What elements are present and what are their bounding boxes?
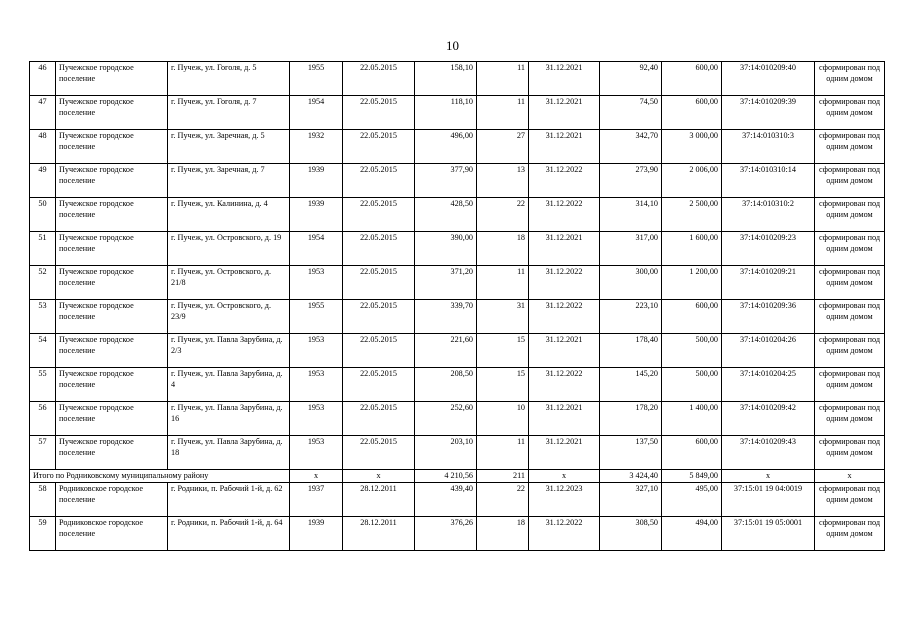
- table-row: [30, 483, 885, 517]
- cell-cost: 494,00: [662, 517, 722, 551]
- cell-area-land: 223,10: [600, 300, 662, 334]
- cell-number: 46: [30, 62, 56, 96]
- cell-date: 22.05.2015: [343, 164, 415, 198]
- cell-status: сформирован под одним домом: [815, 483, 885, 517]
- cell-cost: 500,00: [662, 368, 722, 402]
- cell-cost: 2 006,00: [662, 164, 722, 198]
- cell-date: 28.12.2011: [343, 517, 415, 551]
- cell-status: сформирован под одним домом: [815, 368, 885, 402]
- cell-settlement: Пучежское городское поселение: [56, 164, 168, 198]
- cell-number: 56: [30, 402, 56, 436]
- cell-settlement: Родниковское городское поселение: [56, 517, 168, 551]
- cell-number: 57: [30, 436, 56, 470]
- cell-year: 1955: [290, 300, 343, 334]
- total-cadastral: х: [722, 470, 815, 483]
- cell-cost: 2 500,00: [662, 198, 722, 232]
- cell-settlement: Пучежское городское поселение: [56, 96, 168, 130]
- cell-date: 22.05.2015: [343, 436, 415, 470]
- cell-area-land: 74,50: [600, 96, 662, 130]
- cell-cadastral: 37:14:010310:3: [722, 130, 815, 164]
- cell-year: 1953: [290, 436, 343, 470]
- cell-year: 1939: [290, 164, 343, 198]
- cell-deadline: 31.12.2021: [529, 96, 600, 130]
- cell-deadline: 31.12.2022: [529, 517, 600, 551]
- cell-area-total: 203,10: [415, 436, 477, 470]
- cell-cadastral: 37:14:010209:40: [722, 62, 815, 96]
- table-row: [30, 266, 885, 300]
- cell-residents: 11: [477, 436, 529, 470]
- cell-settlement: Пучежское городское поселение: [56, 402, 168, 436]
- cell-number: 53: [30, 300, 56, 334]
- cell-settlement: Пучежское городское поселение: [56, 62, 168, 96]
- cell-status: сформирован под одним домом: [815, 334, 885, 368]
- cell-residents: 27: [477, 130, 529, 164]
- total-row: [30, 470, 885, 483]
- table-row: [30, 96, 885, 130]
- cell-status: сформирован под одним домом: [815, 402, 885, 436]
- cell-date: 28.12.2011: [343, 483, 415, 517]
- cell-area-land: 308,50: [600, 517, 662, 551]
- cell-number: 55: [30, 368, 56, 402]
- cell-address: г. Пучеж, ул. Островского, д. 23/9: [168, 300, 290, 334]
- cell-year: 1954: [290, 232, 343, 266]
- cell-date: 22.05.2015: [343, 232, 415, 266]
- cell-year: 1932: [290, 130, 343, 164]
- cell-status: сформирован под одним домом: [815, 266, 885, 300]
- table-row: [30, 436, 885, 470]
- total-year: х: [290, 470, 343, 483]
- cell-number: 49: [30, 164, 56, 198]
- housing-registry-table: [29, 61, 885, 551]
- cell-status: сформирован под одним домом: [815, 62, 885, 96]
- table-row: [30, 232, 885, 266]
- cell-cost: 500,00: [662, 334, 722, 368]
- cell-year: 1939: [290, 198, 343, 232]
- cell-residents: 22: [477, 198, 529, 232]
- cell-year: 1955: [290, 62, 343, 96]
- cell-residents: 13: [477, 164, 529, 198]
- cell-date: 22.05.2015: [343, 198, 415, 232]
- cell-date: 22.05.2015: [343, 130, 415, 164]
- cell-cost: 600,00: [662, 300, 722, 334]
- table-row: [30, 164, 885, 198]
- total-label: Итого по Родниковскому муниципальному району: [30, 470, 290, 483]
- cell-area-total: 158,10: [415, 62, 477, 96]
- total-area-land: 3 424,40: [600, 470, 662, 483]
- cell-residents: 15: [477, 368, 529, 402]
- cell-number: 48: [30, 130, 56, 164]
- cell-cadastral: 37:14:010209:23: [722, 232, 815, 266]
- cell-settlement: Пучежское городское поселение: [56, 300, 168, 334]
- cell-area-land: 145,20: [600, 368, 662, 402]
- cell-area-land: 92,40: [600, 62, 662, 96]
- table-row: [30, 62, 885, 96]
- cell-date: 22.05.2015: [343, 300, 415, 334]
- cell-number: 54: [30, 334, 56, 368]
- cell-date: 22.05.2015: [343, 62, 415, 96]
- table-row: [30, 334, 885, 368]
- cell-cadastral: 37:14:010310:14: [722, 164, 815, 198]
- cell-number: 59: [30, 517, 56, 551]
- cell-deadline: 31.12.2021: [529, 130, 600, 164]
- cell-cadastral: 37:15:01 19 04:0019: [722, 483, 815, 517]
- cell-area-land: 178,40: [600, 334, 662, 368]
- cell-cost: 1 400,00: [662, 402, 722, 436]
- cell-year: 1953: [290, 368, 343, 402]
- table-row: [30, 130, 885, 164]
- cell-date: 22.05.2015: [343, 402, 415, 436]
- cell-settlement: Пучежское городское поселение: [56, 130, 168, 164]
- cell-deadline: 31.12.2022: [529, 368, 600, 402]
- cell-date: 22.05.2015: [343, 266, 415, 300]
- cell-settlement: Пучежское городское поселение: [56, 198, 168, 232]
- table-row: [30, 300, 885, 334]
- total-deadline: х: [529, 470, 600, 483]
- cell-address: г. Пучеж, ул. Гоголя, д. 5: [168, 62, 290, 96]
- cell-deadline: 31.12.2021: [529, 334, 600, 368]
- cell-cost: 600,00: [662, 96, 722, 130]
- cell-address: г. Пучеж, ул. Павла Зарубина, д. 16: [168, 402, 290, 436]
- cell-area-total: 376,26: [415, 517, 477, 551]
- cell-residents: 11: [477, 62, 529, 96]
- cell-cost: 1 600,00: [662, 232, 722, 266]
- cell-area-land: 317,00: [600, 232, 662, 266]
- cell-year: 1954: [290, 96, 343, 130]
- cell-cadastral: 37:14:010310:2: [722, 198, 815, 232]
- total-cost: 5 849,00: [662, 470, 722, 483]
- cell-area-land: 300,00: [600, 266, 662, 300]
- cell-area-land: 178,20: [600, 402, 662, 436]
- cell-address: г. Пучеж, ул. Заречная, д. 5: [168, 130, 290, 164]
- cell-area-total: 371,20: [415, 266, 477, 300]
- cell-area-total: 221,60: [415, 334, 477, 368]
- cell-deadline: 31.12.2022: [529, 300, 600, 334]
- cell-settlement: Родниковское городское поселение: [56, 483, 168, 517]
- cell-cadastral: 37:14:010209:36: [722, 300, 815, 334]
- cell-settlement: Пучежское городское поселение: [56, 334, 168, 368]
- cell-year: 1953: [290, 266, 343, 300]
- cell-area-land: 327,10: [600, 483, 662, 517]
- cell-residents: 18: [477, 232, 529, 266]
- cell-address: г. Родники, п. Рабочий 1-й, д. 64: [168, 517, 290, 551]
- cell-cadastral: 37:14:010209:21: [722, 266, 815, 300]
- cell-deadline: 31.12.2021: [529, 402, 600, 436]
- cell-deadline: 31.12.2022: [529, 198, 600, 232]
- cell-number: 51: [30, 232, 56, 266]
- cell-cost: 600,00: [662, 436, 722, 470]
- page-number: 10: [446, 38, 459, 53]
- cell-number: 58: [30, 483, 56, 517]
- cell-address: г. Пучеж, ул. Калинина, д. 4: [168, 198, 290, 232]
- cell-address: г. Пучеж, ул. Островского, д. 19: [168, 232, 290, 266]
- cell-residents: 11: [477, 96, 529, 130]
- cell-settlement: Пучежское городское поселение: [56, 436, 168, 470]
- cell-residents: 18: [477, 517, 529, 551]
- cell-status: сформирован под одним домом: [815, 436, 885, 470]
- cell-address: г. Пучеж, ул. Островского, д. 21/8: [168, 266, 290, 300]
- cell-area-total: 390,00: [415, 232, 477, 266]
- cell-year: 1939: [290, 517, 343, 551]
- cell-address: г. Родники, п. Рабочий 1-й, д. 62: [168, 483, 290, 517]
- cell-date: 22.05.2015: [343, 368, 415, 402]
- cell-deadline: 31.12.2021: [529, 232, 600, 266]
- cell-area-total: 252,60: [415, 402, 477, 436]
- cell-cadastral: 37:14:010204:26: [722, 334, 815, 368]
- cell-residents: 31: [477, 300, 529, 334]
- cell-settlement: Пучежское городское поселение: [56, 232, 168, 266]
- cell-address: г. Пучеж, ул. Павла Зарубина, д. 18: [168, 436, 290, 470]
- table-row: [30, 402, 885, 436]
- total-area-total: 4 210,56: [415, 470, 477, 483]
- cell-year: 1953: [290, 334, 343, 368]
- cell-status: сформирован под одним домом: [815, 130, 885, 164]
- table-row: [30, 368, 885, 402]
- cell-cost: 495,00: [662, 483, 722, 517]
- total-residents: 211: [477, 470, 529, 483]
- cell-area-total: 208,50: [415, 368, 477, 402]
- table-row: [30, 198, 885, 232]
- cell-date: 22.05.2015: [343, 334, 415, 368]
- cell-area-total: 118,10: [415, 96, 477, 130]
- cell-settlement: Пучежское городское поселение: [56, 266, 168, 300]
- cell-year: 1937: [290, 483, 343, 517]
- cell-deadline: 31.12.2021: [529, 62, 600, 96]
- cell-area-land: 314,10: [600, 198, 662, 232]
- table-body: [30, 62, 885, 551]
- cell-status: сформирован под одним домом: [815, 517, 885, 551]
- cell-cadastral: 37:14:010209:42: [722, 402, 815, 436]
- cell-cost: 600,00: [662, 62, 722, 96]
- cell-status: сформирован под одним домом: [815, 164, 885, 198]
- cell-deadline: 31.12.2021: [529, 436, 600, 470]
- total-status: х: [815, 470, 885, 483]
- cell-area-total: 339,70: [415, 300, 477, 334]
- cell-cadastral: 37:15:01 19 05:0001: [722, 517, 815, 551]
- cell-area-total: 496,00: [415, 130, 477, 164]
- cell-deadline: 31.12.2023: [529, 483, 600, 517]
- cell-cadastral: 37:14:010204:25: [722, 368, 815, 402]
- cell-deadline: 31.12.2022: [529, 164, 600, 198]
- cell-cost: 3 000,00: [662, 130, 722, 164]
- cell-status: сформирован под одним домом: [815, 198, 885, 232]
- cell-residents: 10: [477, 402, 529, 436]
- cell-year: 1953: [290, 402, 343, 436]
- cell-area-land: 273,90: [600, 164, 662, 198]
- cell-settlement: Пучежское городское поселение: [56, 368, 168, 402]
- cell-status: сформирован под одним домом: [815, 232, 885, 266]
- cell-address: г. Пучеж, ул. Гоголя, д. 7: [168, 96, 290, 130]
- cell-cadastral: 37:14:010209:39: [722, 96, 815, 130]
- cell-number: 50: [30, 198, 56, 232]
- cell-residents: 22: [477, 483, 529, 517]
- total-date: х: [343, 470, 415, 483]
- cell-area-total: 377,90: [415, 164, 477, 198]
- cell-cadastral: 37:14:010209:43: [722, 436, 815, 470]
- cell-status: сформирован под одним домом: [815, 300, 885, 334]
- cell-area-total: 439,40: [415, 483, 477, 517]
- cell-area-land: 342,70: [600, 130, 662, 164]
- table-row: [30, 517, 885, 551]
- cell-number: 52: [30, 266, 56, 300]
- cell-address: г. Пучеж, ул. Павла Зарубина, д. 4: [168, 368, 290, 402]
- cell-residents: 11: [477, 266, 529, 300]
- cell-date: 22.05.2015: [343, 96, 415, 130]
- cell-deadline: 31.12.2022: [529, 266, 600, 300]
- cell-area-total: 428,50: [415, 198, 477, 232]
- cell-number: 47: [30, 96, 56, 130]
- cell-address: г. Пучеж, ул. Павла Зарубина, д. 2/3: [168, 334, 290, 368]
- cell-residents: 15: [477, 334, 529, 368]
- cell-address: г. Пучеж, ул. Заречная, д. 7: [168, 164, 290, 198]
- cell-area-land: 137,50: [600, 436, 662, 470]
- cell-status: сформирован под одним домом: [815, 96, 885, 130]
- cell-cost: 1 200,00: [662, 266, 722, 300]
